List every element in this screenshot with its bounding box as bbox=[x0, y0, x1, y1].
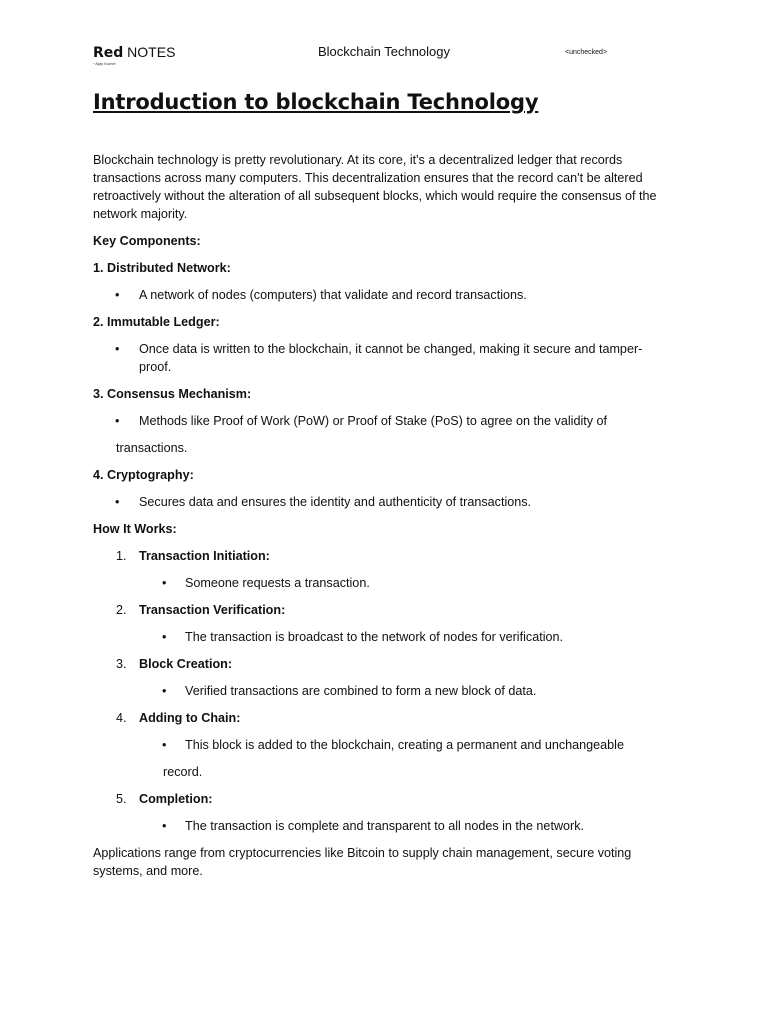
step-item bbox=[93, 601, 668, 646]
key-components-heading: Key Components: bbox=[93, 234, 201, 248]
step-item bbox=[93, 790, 668, 835]
step-title-text: Transaction Initiation: bbox=[139, 549, 270, 563]
step-number: 2. bbox=[116, 603, 127, 617]
step-title-text: Transaction Verification: bbox=[139, 603, 286, 617]
step-item bbox=[93, 709, 668, 781]
how-it-works-heading: How It Works: bbox=[93, 522, 177, 536]
step-bullets bbox=[93, 574, 668, 592]
brand-bold: Red bbox=[93, 45, 124, 61]
component-list bbox=[93, 286, 668, 304]
closing-paragraph: Applications range from cryptocurrencies like Bitcoin to supply chain management, secure voting systems, and more. bbox=[93, 846, 632, 878]
component-bullet: • Once data is written to the blockchain, it cannot be changed, making it secure and tamper-proof. bbox=[93, 340, 668, 376]
step-title bbox=[93, 547, 668, 565]
step-title bbox=[93, 790, 668, 808]
page-title: Introduction to blockchain Technology bbox=[93, 90, 539, 114]
step-title-text: Completion: bbox=[139, 792, 213, 806]
component-continuation: transactions. bbox=[116, 441, 188, 455]
component-bullet: • Secures data and ensures the identity and authenticity of transactions. bbox=[93, 493, 668, 511]
step-bullets bbox=[93, 682, 668, 700]
step-bullet: • This block is added to the blockchain, creating a permanent and unchangeable bbox=[93, 736, 668, 754]
step-bullets bbox=[93, 817, 668, 835]
component-heading: 4. Cryptography: bbox=[93, 468, 194, 482]
step-number: 5. bbox=[116, 792, 127, 806]
component-list bbox=[93, 412, 668, 430]
status-label: <unchecked> bbox=[565, 49, 608, 56]
step-number: 4. bbox=[116, 711, 127, 725]
steps-list bbox=[93, 547, 668, 835]
intro-paragraph: Blockchain technology is pretty revolutionary. At its core, it's a decentralized ledger that records transactions across many computers. This decentralization ensures that the record can't be altered retroactively without the alteration of all subsequent blocks, which would require the consensus of the network majority. bbox=[93, 153, 657, 221]
step-bullet: • The transaction is broadcast to the network of nodes for verification. bbox=[93, 628, 668, 646]
step-bullets bbox=[93, 736, 668, 754]
component-bullet: • A network of nodes (computers) that validate and record transactions. bbox=[93, 286, 668, 304]
brand-rest: NOTES bbox=[123, 44, 176, 60]
step-title-text: Block Creation: bbox=[139, 657, 233, 671]
brand-logo bbox=[93, 44, 175, 61]
component-heading: 1. Distributed Network: bbox=[93, 261, 231, 275]
step-number: 1. bbox=[116, 549, 127, 563]
step-title bbox=[93, 655, 668, 673]
component-list bbox=[93, 340, 668, 376]
document-body bbox=[93, 151, 668, 880]
step-title-text: Adding to Chain: bbox=[139, 711, 241, 725]
step-title bbox=[93, 601, 668, 619]
step-bullet: • Someone requests a transaction. bbox=[93, 574, 668, 592]
step-title bbox=[93, 709, 668, 727]
header-doc-label: Blockchain Technology bbox=[318, 44, 451, 59]
step-bullets bbox=[93, 628, 668, 646]
author-credit: ~Ajay Kumel bbox=[93, 61, 116, 66]
component-heading: 2. Immutable Ledger: bbox=[93, 315, 220, 329]
step-continuation: record. bbox=[163, 765, 203, 779]
component-heading: 3. Consensus Mechanism: bbox=[93, 387, 252, 401]
step-item bbox=[93, 547, 668, 592]
step-bullet: • Verified transactions are combined to form a new block of data. bbox=[93, 682, 668, 700]
component-bullet: • Methods like Proof of Work (PoW) or Proof of Stake (PoS) to agree on the validity of bbox=[93, 412, 668, 430]
step-number: 3. bbox=[116, 657, 127, 671]
step-bullet: • The transaction is complete and transparent to all nodes in the network. bbox=[93, 817, 668, 835]
step-item bbox=[93, 655, 668, 700]
component-list bbox=[93, 493, 668, 511]
